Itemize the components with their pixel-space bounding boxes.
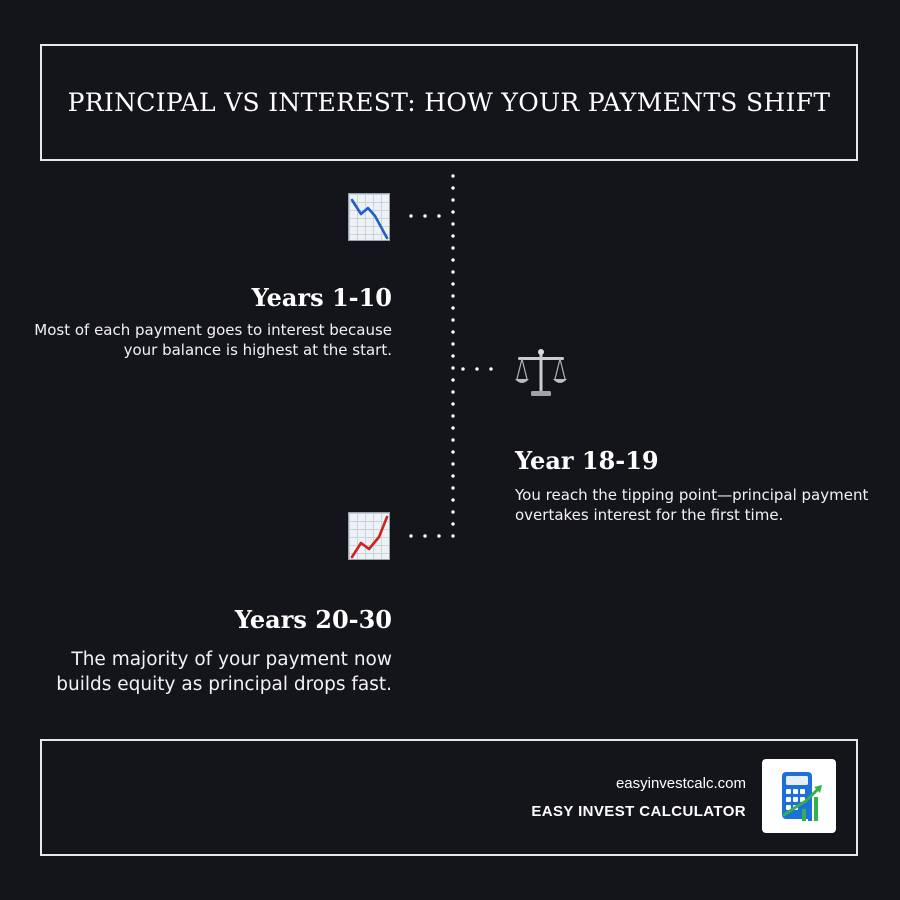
connector-stage-2: [456, 367, 502, 371]
stage-1-description: Most of each payment goes to interest because your balance is highest at the start.: [34, 321, 392, 359]
footer-url[interactable]: easyinvestcalc.com: [615, 775, 746, 792]
chart-decreasing-icon: [348, 193, 390, 241]
footer-box: [40, 739, 858, 856]
stage-3-description: The majority of your payment now builds equity as principal drops fast.: [56, 649, 392, 695]
timeline-vertical-line: [451, 170, 455, 542]
footer-brand-name: EASY INVEST CALCULATOR: [531, 803, 746, 820]
stage-2-title: Year 18-19: [515, 446, 659, 475]
stage-1-title: Years 1-10: [251, 283, 392, 312]
stage-2-description: You reach the tipping point—principal payment overtakes interest for the first time.: [515, 486, 869, 524]
connector-stage-3: [404, 534, 450, 538]
connector-stage-1: [404, 214, 450, 218]
chart-increasing-icon: [348, 512, 390, 560]
title-box: [40, 44, 858, 161]
balance-scale-icon: [514, 347, 568, 399]
page-title: PRINCIPAL VS INTEREST: HOW YOUR PAYMENTS SHIFT: [67, 88, 831, 117]
stage-3-title: Years 20-30: [234, 605, 392, 634]
calculator-growth-icon[interactable]: [762, 759, 836, 833]
